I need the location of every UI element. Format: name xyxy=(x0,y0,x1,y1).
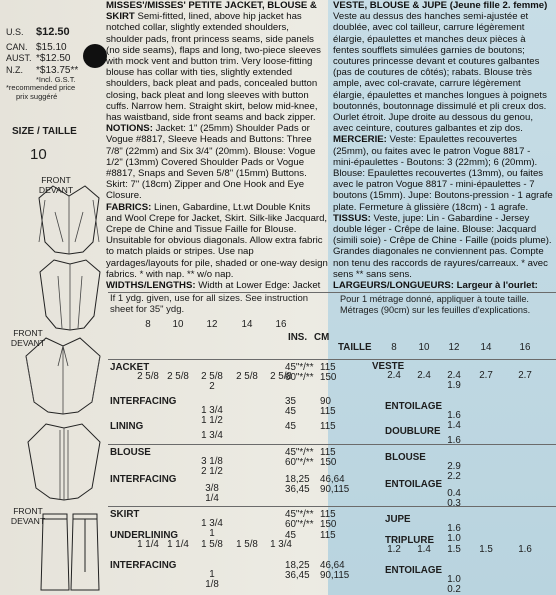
row-value: 1 1/2 xyxy=(201,415,223,426)
cm-header: CM xyxy=(314,332,330,343)
chart-intro-fr: Pour 1 métrage donné, appliquer à toute taille. Métrages (90cm) sur les feuilles d'explications. xyxy=(340,294,531,315)
devant-3: DEVANT xyxy=(10,516,46,527)
cm-value: 90,115 xyxy=(320,570,350,581)
price-block xyxy=(6,27,78,101)
english-description xyxy=(106,0,328,290)
size-label: SIZE / TAILLE xyxy=(12,126,77,137)
fr-row-label: JUPE xyxy=(385,514,411,525)
fr-row-value: 2.4 xyxy=(417,370,431,381)
cm-value: 115 xyxy=(320,509,336,520)
en-desc-0: MISSES'/MISSES' PETITE JACKET, BLOUSE & SKIRT Semi-fitted, lined, above hip jacket has notched collar, slightly extended shoulders, shoulder pads, front princess seams, side panels (no side seams), flaps and long, two-piece sleeves with mock vent and button trim. Very loose-fitting blouse has collar with ties, slightly extended shoulders, back pleat and pads, concealed button closing, back pleat and long sleeves with button cuffs. Narrow hem. Straight skirt, below mid-knee, has waistband, side front seams and back zipper. xyxy=(106,0,321,124)
row-label: INTERFACING xyxy=(110,560,177,571)
front-2: FRONT xyxy=(13,328,43,338)
fr-row-value: 1.0 xyxy=(447,574,461,585)
price-aust: *$12.50 xyxy=(36,53,71,65)
row-value: 1 1/4 xyxy=(137,539,159,550)
cm-value: 46,64 xyxy=(320,474,345,485)
price-label-can: CAN. xyxy=(6,42,28,53)
fr-row-value: 1.5 xyxy=(447,544,461,555)
cm-value: 115 xyxy=(320,447,336,458)
fr-row-value: 1.4 xyxy=(417,544,431,555)
size-header-en: 10 xyxy=(172,319,184,330)
fr-desc-1: MERCERIE: Veste: Epaulettes recouvertes (25mm), ou faites avec le patron Vogue 8817 - mini-épaulettes - Boutons: 3 (22mm); 6 (20mm). Blouse: Epaulettes recouvertes (13mm), ou faites avec le patron Vogue 8817 - mini-épaulettes - 7 boutons (15mm). Jupe: Boutons-pression - 1 agrafe plate. Fermeture à glissière (18cm) - 1 agrafe. xyxy=(333,134,553,213)
size-header-en: 16 xyxy=(275,319,287,330)
row-label: INTERFACING xyxy=(110,396,177,407)
row-label: UNDERLINING xyxy=(110,530,179,541)
ins-value: 45 xyxy=(285,421,296,432)
taille-header: TAILLE xyxy=(338,342,372,353)
ins-value: 36,45 xyxy=(285,484,310,495)
row-value: 3/8 xyxy=(205,483,219,494)
ins-value: 45"*/** xyxy=(285,509,314,520)
row-value: 2 5/8 xyxy=(137,371,159,382)
ins-value: 18,25 xyxy=(285,474,310,485)
ins-header: INS. xyxy=(288,332,308,343)
row-value: 2 5/8 xyxy=(236,371,258,382)
row-value: 1 5/8 xyxy=(236,539,258,550)
cm-value: 90,115 xyxy=(320,484,350,495)
size-header-en: 12 xyxy=(206,319,218,330)
fr-row-value: 2.2 xyxy=(447,471,461,482)
row-value: 1 xyxy=(209,569,215,580)
cm-value: 150 xyxy=(320,372,337,383)
row-label: JACKET xyxy=(110,362,150,373)
row-value: 1 3/4 xyxy=(201,518,223,529)
french-description xyxy=(333,0,553,290)
size-header-en: 8 xyxy=(145,319,151,330)
jacket-front-drawing xyxy=(35,182,103,258)
ins-value: 35 xyxy=(285,396,296,407)
price-note-recommended: *recommended price xyxy=(6,83,76,93)
chart-section-rule xyxy=(108,506,556,507)
row-value: 2 1/2 xyxy=(201,466,223,477)
row-value: 2 xyxy=(209,381,215,392)
devant-1: DEVANT xyxy=(38,185,74,196)
fr-row-value: 2.7 xyxy=(479,370,493,381)
cm-value: 150 xyxy=(320,457,337,468)
ins-value: 60"*/** xyxy=(285,372,314,383)
size-value: 10 xyxy=(30,146,47,163)
cm-value: 90 xyxy=(320,396,331,407)
ins-value: 45"*/** xyxy=(285,447,314,458)
fr-row-value: 1.6 xyxy=(447,435,461,446)
cm-value: 115 xyxy=(320,406,336,417)
front-1: FRONT xyxy=(41,175,71,185)
row-label: INTERFACING xyxy=(110,474,177,485)
size-header-fr: 10 xyxy=(418,342,430,353)
fr-row-value: 1.9 xyxy=(447,380,461,391)
row-value: 2 5/8 xyxy=(270,371,292,382)
row-value: 3 1/8 xyxy=(201,456,223,467)
fr-row-value: 2.4 xyxy=(447,370,461,381)
fr-desc-0: VESTE, BLOUSE & JUPE (Jeune fille 2. femme) Veste au dessus des hanches semi-ajustée et doublée, avec col tailleur, carrure légèrement élargie, épaulettes et manches deux pièces à fentes soufflets simulées garnies de boutons; coutures princesse devant et coutures galbantes (pas de coutures de côtés); rabats. Blouse très ample, avec col-cravate, carrure légèrement élargie, épaulettes et manches longues à poignets boutonnés, boutonnage dissimulé et pli creux dos. Ourlet étroit. Jupe droite au dessous du genou, avec ceinture, coutures galbantes et zip dos. xyxy=(333,0,548,135)
row-value: 1/4 xyxy=(205,493,219,504)
fr-row-value: 2.9 xyxy=(447,461,461,472)
ins-value: 45 xyxy=(285,530,296,541)
size-header-fr: 12 xyxy=(448,342,460,353)
row-value: 1 3/4 xyxy=(201,405,223,416)
en-desc-2: FABRICS: Linen, Gabardine, Lt.wt Double Knits and Wool Crepe for Jacket, Skirt. Silk-like Jacquard, Crepe de Chine and Tissue Faille for Blouse. Unsuitable for obvious diagonals. Allow extra fabric to match plaids or stripes. Use nap yardages/layouts for pile, shaded or one-way design fabrics. * with nap. ** w/o nap. xyxy=(106,201,328,280)
row-label: SKIRT xyxy=(110,509,140,520)
size-header-fr: 8 xyxy=(391,342,397,353)
size-header-fr: 16 xyxy=(519,342,531,353)
cm-value: 115 xyxy=(320,530,336,541)
fr-desc-3: LARGEURS/LONGUEURS: Largeur à l'ourlet: xyxy=(333,280,538,290)
ins-value: 60"*/** xyxy=(285,457,314,468)
price-can: $15.10 xyxy=(36,42,67,54)
ins-value: 45 xyxy=(285,406,296,417)
fr-row-value: 1.0 xyxy=(447,533,461,544)
devant-2: DEVANT xyxy=(10,338,46,349)
cm-value: 46,64 xyxy=(320,560,345,571)
fr-row-value: 0.4 xyxy=(447,488,461,499)
price-us: $12.50 xyxy=(36,26,70,38)
row-label: BLOUSE xyxy=(110,447,151,458)
size-header-en: 14 xyxy=(241,319,253,330)
fr-row-value: 1.6 xyxy=(447,523,461,534)
row-value: 1 3/4 xyxy=(270,539,292,550)
fr-row-label: ENTOILAGE xyxy=(385,565,442,576)
chart-section-rule xyxy=(108,359,556,360)
fr-row-value: 0.3 xyxy=(447,498,461,509)
row-label: LINING xyxy=(110,421,144,432)
chart-section-rule xyxy=(108,444,556,445)
fr-row-value: 1.2 xyxy=(387,544,401,555)
fr-row-label: ENTOILAGE xyxy=(385,401,442,412)
blouse-front-drawing xyxy=(22,332,104,418)
fr-row-value: 1.4 xyxy=(447,420,461,431)
fr-row-value: 0.2 xyxy=(447,584,461,595)
cm-value: 115 xyxy=(320,362,336,373)
row-value: 2 5/8 xyxy=(201,371,223,382)
ins-value: 36,45 xyxy=(285,570,310,581)
chart-intro-en: If 1 ydg. given, use for all sizes. See instruction sheet for 35" ydg. xyxy=(110,293,309,315)
cm-value: 115 xyxy=(320,421,336,432)
fr-row-label: BLOUSE xyxy=(385,452,426,463)
ins-value: 60"*/** xyxy=(285,519,314,530)
fr-row-value: 1.6 xyxy=(447,410,461,421)
fr-row-label: ENTOILAGE xyxy=(385,479,442,490)
price-note-suggested: prix suggéré xyxy=(16,91,58,101)
ins-value: 18,25 xyxy=(285,560,310,571)
size-header-fr: 14 xyxy=(480,342,492,353)
front-3: FRONT xyxy=(13,506,43,516)
fr-row-value: 1.6 xyxy=(518,544,532,555)
skirt-drawing xyxy=(40,512,100,592)
fr-row-label: DOUBLURE xyxy=(385,426,441,437)
row-value: 2 5/8 xyxy=(167,371,189,382)
fr-row-value: 1.5 xyxy=(479,544,493,555)
row-value: 1 1/4 xyxy=(167,539,189,550)
row-value: 1 xyxy=(209,528,215,539)
ins-value: 45"*/** xyxy=(285,362,314,373)
price-note-gst: *Incl. G.S.T. xyxy=(36,74,76,84)
row-value: 1/8 xyxy=(205,579,219,590)
blouse-back-drawing xyxy=(24,420,104,502)
punch-hole xyxy=(83,44,107,68)
price-label-aust: AUST. xyxy=(6,53,32,64)
price-nz: *$13.75** xyxy=(36,64,79,76)
row-value: 1 5/8 xyxy=(201,539,223,550)
row-value: 1 3/4 xyxy=(201,430,223,441)
cm-value: 150 xyxy=(320,519,337,530)
fr-row-label: TRIPLURE xyxy=(385,535,434,546)
price-label-nz: N.Z. xyxy=(6,64,23,75)
jacket-back-drawing xyxy=(38,256,103,332)
en-desc-1: NOTIONS: Jacket: 1" (25mm) Shoulder Pads or Vogue #8817, Sleeve Heads and Buttons: Three 7/8" (22mm) and Six 3/4" (20mm). Blouse: Vogue 1/2" (13mm) Covered Shoulder Pads or Vogue #8817, Snaps and Seven 5/8" (15mm) Buttons. Skirt: 7" (18cm) Zipper and One Hook and Eye Closure. xyxy=(106,123,316,202)
en-desc-3: WIDTHS/LENGTHS: Width at Lower Edge: Jacket xyxy=(106,280,321,290)
fr-row-value: 2.4 xyxy=(387,370,401,381)
fr-row-label: VESTE xyxy=(372,361,405,372)
price-label-us: U.S. xyxy=(6,27,24,37)
fr-row-value: 2.7 xyxy=(518,370,532,381)
fr-desc-2: TISSUS: Veste, jupe: Lin - Gabardine - Jersey double léger - Crêpe de laine. Blouse: Jacquard (simili soie) - Crêpe de Chine - Faille (poids plume). Grandes diagonales ne conviennent pas. Compte non tenu des raccords de rayures/carreaux. * avec sens ** sans sens. xyxy=(333,212,552,280)
